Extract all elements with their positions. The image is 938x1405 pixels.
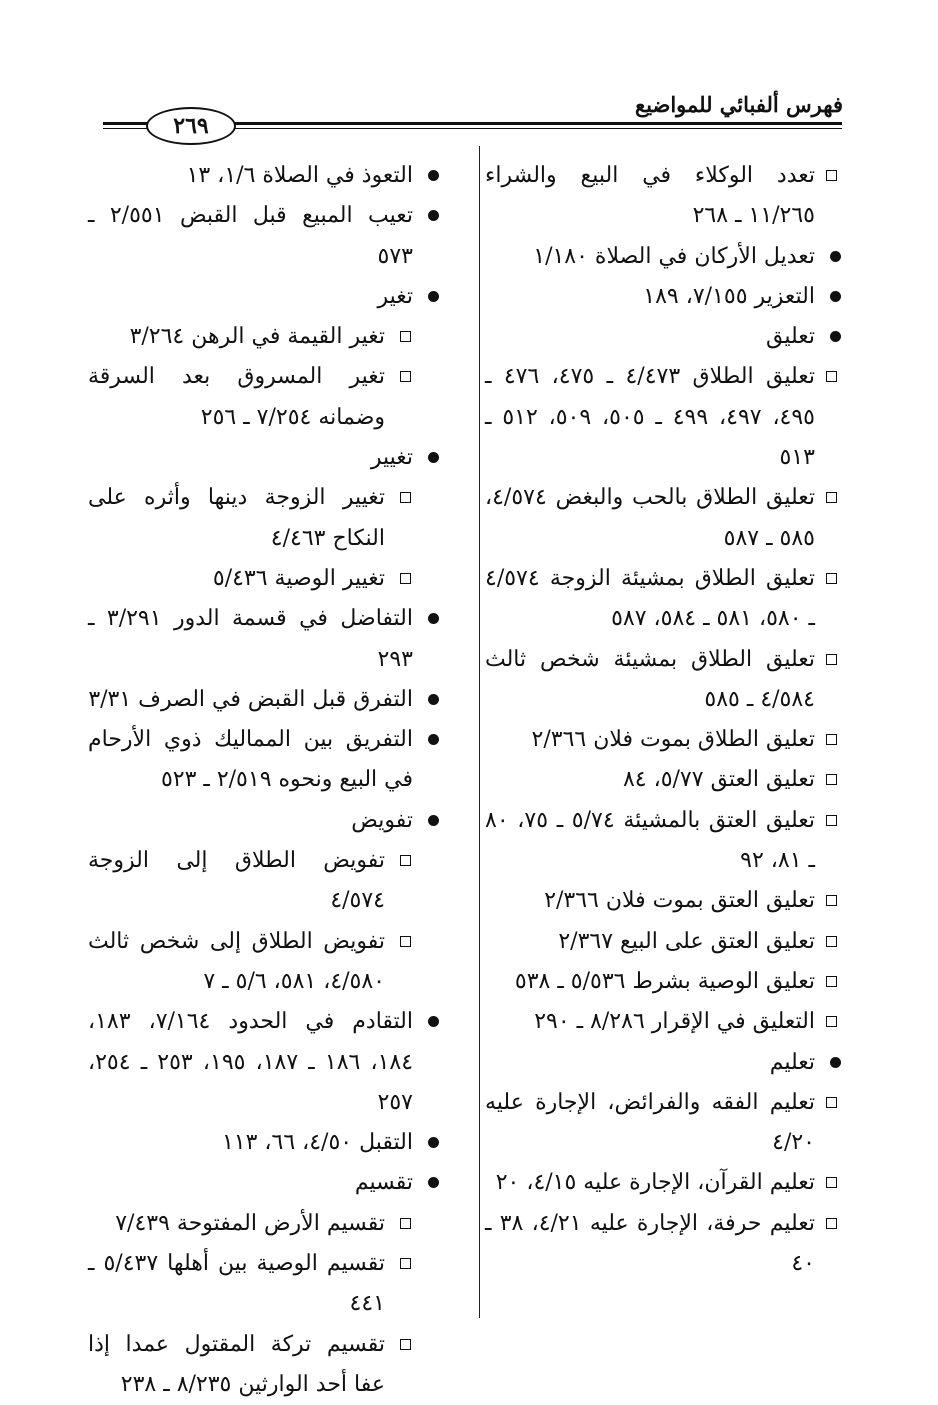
entry-text: تعليم الفقه والفرائض، الإجارة عليه ٤/٢٠: [485, 1089, 815, 1156]
entry-text: تغيير: [370, 445, 413, 471]
index-subentry: [485, 922, 845, 962]
entry-text: التعوذ في الصلاة ١/٦، ١٣: [186, 163, 413, 188]
entry-text: تفويض الطلاق إلى الزوجة ٤/٥٧٤: [88, 848, 385, 914]
bullet-icon: [428, 1177, 439, 1188]
entry-text: تعليق: [765, 324, 815, 350]
square-bullet-icon: [400, 331, 411, 342]
index-subentry: [88, 357, 443, 438]
entry-text: تفويض: [351, 807, 413, 833]
entry-text: تعليق العتق ٥/٧٧، ٨٤: [622, 767, 815, 793]
index-entry: [485, 317, 845, 357]
index-subentry: [485, 801, 845, 882]
entry-text: تقسيم: [354, 1170, 413, 1196]
bullet-icon: [428, 694, 439, 705]
index-column-left: [88, 156, 443, 1405]
index-subentry: [88, 1204, 443, 1244]
entry-text: تغير: [377, 283, 413, 309]
index-entry: [88, 1123, 443, 1163]
bullet-icon: [428, 1137, 439, 1148]
entry-text: تعيب المبيع قبل القبض ٢/٥٥١ ـ ٥٧٣: [88, 203, 413, 269]
entry-text: التفاضل في قسمة الدور ٣/٢٩١ ـ ٢٩٣: [88, 606, 413, 672]
entry-text: تغير القيمة في الرهن ٣/٢٦٤: [129, 324, 385, 350]
square-bullet-icon: [826, 815, 837, 826]
square-bullet-icon: [826, 895, 837, 906]
entry-text: تعديل الأركان في الصلاة ١/١٨٠: [533, 243, 815, 269]
entry-text: تقسيم الأرض المفتوحة ٧/٤٣٩: [115, 1210, 385, 1236]
index-subentry: [88, 1325, 443, 1405]
index-subentry: [485, 478, 845, 559]
entry-text: تعليق العتق بموت فلان ٢/٣٦٦: [544, 888, 815, 914]
square-bullet-icon: [400, 1218, 411, 1229]
entry-text: تفويض الطلاق إلى شخص ثالث ٤/٥٨٠، ٥٨١، ٥/٦ ـ ٧: [88, 928, 385, 994]
index-entry: [88, 156, 443, 196]
square-bullet-icon: [826, 573, 837, 584]
bullet-icon: [428, 170, 439, 181]
entry-text: تقسيم الوصية بين أهلها ٥/٤٣٧ ـ ٤٤١: [88, 1251, 385, 1317]
index-entry: [485, 237, 845, 277]
square-bullet-icon: [826, 371, 837, 382]
index-subentry: [485, 881, 845, 921]
bullet-icon: [428, 613, 439, 624]
square-bullet-icon: [826, 936, 837, 947]
square-bullet-icon: [826, 774, 837, 785]
column-divider: [479, 146, 480, 1318]
index-subentry: [88, 922, 443, 1003]
index-entry: [88, 720, 443, 801]
index-entry: [88, 1163, 443, 1203]
index-subentry: [88, 1244, 443, 1325]
entry-text: تعليق العتق بالمشيئة ٥/٧٤ ـ ٧٥، ٨٠ ـ ٨١، ٩٢: [485, 807, 815, 874]
index-entry: [485, 277, 845, 317]
square-bullet-icon: [400, 1258, 411, 1269]
square-bullet-icon: [826, 654, 837, 665]
page-number: ٢٦٩: [173, 113, 209, 139]
index-subentry: [485, 156, 845, 237]
bullet-icon: [428, 734, 439, 745]
entry-text: التقبل ٤/٥٠، ٦٦، ١١٣: [221, 1130, 413, 1156]
index-subentry: [88, 841, 443, 922]
bullet-icon: [428, 452, 439, 463]
entry-text: تعليق الطلاق بالحب والبغض ٤/٥٧٤، ٥٨٥ ـ ٥٨٧: [485, 485, 815, 551]
square-bullet-icon: [400, 1339, 411, 1350]
index-subentry: [88, 478, 443, 559]
entry-text: تعليق الطلاق بمشيئة الزوجة ٤/٥٧٤ ـ ٥٨٠، ٥٨١ ـ ٥٨٤، ٥٨٧: [485, 565, 815, 632]
square-bullet-icon: [826, 976, 837, 987]
index-subentry: [485, 1163, 845, 1203]
entry-text: تغير المسروق بعد السرقة وضمانه ٧/٢٥٤ ـ ٢٥٦: [88, 364, 385, 430]
square-bullet-icon: [400, 936, 411, 947]
running-header-title: فهرس ألفبائي للمواضيع: [634, 92, 843, 117]
index-subentry: [485, 1083, 845, 1164]
entry-text: التفريق بين المماليك ذوي الأرحام في البيع ونحوه ٢/٥١٩ ـ ٥٢٣: [88, 727, 413, 793]
bullet-icon: [830, 251, 841, 262]
index-subentry: [485, 1204, 845, 1285]
index-subentry: [485, 640, 845, 721]
entry-text: تعليم القرآن، الإجارة عليه ٤/١٥، ٢٠: [495, 1170, 815, 1196]
entry-text: تعليق الطلاق ٤/٤٧٣ ـ ٤٧٥، ٤٧٦ ـ ٤٩٥، ٤٩٧، ٤٩٩ ـ ٥٠٥، ٥٠٩، ٥١٢ ـ ٥١٣: [485, 364, 815, 471]
entry-text: تقسيم تركة المقتول عمدا إذا عفا أحد الوارثين ٨/٢٣٥ ـ ٢٣٨: [88, 1331, 385, 1397]
square-bullet-icon: [826, 1218, 837, 1229]
bullet-icon: [830, 1057, 841, 1068]
index-entry: [88, 599, 443, 680]
square-bullet-icon: [400, 492, 411, 503]
bullet-icon: [428, 1016, 439, 1027]
square-bullet-icon: [400, 573, 411, 584]
index-column-right: [485, 156, 845, 1284]
square-bullet-icon: [826, 1097, 837, 1108]
bullet-icon: [428, 815, 439, 826]
index-entry: [485, 1043, 845, 1083]
index-subentry: [485, 1002, 845, 1042]
index-subentry: [485, 760, 845, 800]
index-entry: [88, 438, 443, 478]
entry-text: تعليق العتق على البيع ٢/٣٦٧: [558, 928, 815, 954]
entry-text: تعليم حرفة، الإجارة عليه ٤/٢١، ٣٨ ـ ٤٠: [485, 1210, 815, 1277]
square-bullet-icon: [826, 734, 837, 745]
index-subentry: [485, 962, 845, 1002]
square-bullet-icon: [826, 170, 837, 181]
entry-text: التعزير ٧/١٥٥، ١٨٩: [643, 283, 815, 309]
index-subentry: [485, 720, 845, 760]
entry-text: تعليق الوصية بشرط ٥/٥٣٦ ـ ٥٣٨: [514, 968, 815, 994]
index-subentry: [485, 357, 845, 478]
square-bullet-icon: [400, 371, 411, 382]
bullet-icon: [428, 210, 439, 221]
bullet-icon: [428, 291, 439, 302]
index-entry: [88, 680, 443, 720]
entry-text: تعليق الطلاق بمشيئة شخص ثالث ٤/٥٨٤ ـ ٥٨٥: [485, 646, 815, 712]
index-entry: [88, 196, 443, 277]
entry-text: تغيير الوصية ٥/٤٣٦: [212, 565, 385, 591]
entry-text: تغيير الزوجة دينها وأثره على النكاح ٤/٤٦٣: [88, 485, 385, 551]
index-subentry: [88, 317, 443, 357]
entry-text: التقادم في الحدود ٧/١٦٤، ١٨٣، ١٨٤، ١٨٦ ـ ١٨٧، ١٩٥، ٢٥٣ ـ ٢٥٤، ٢٥٧: [88, 1009, 414, 1115]
entry-text: تعليم: [769, 1049, 815, 1075]
page-number-oval: [146, 107, 236, 145]
square-bullet-icon: [826, 1177, 837, 1188]
entry-text: التفرق قبل القبض في الصرف ٣/٣١: [88, 686, 413, 712]
square-bullet-icon: [400, 855, 411, 866]
index-entry: [88, 1002, 443, 1123]
entry-text: تعدد الوكلاء في البيع والشراء ١١/٢٦٥ ـ ٢٦٨: [485, 163, 815, 229]
index-entry: [88, 801, 443, 841]
index-subentry: [485, 559, 845, 640]
square-bullet-icon: [826, 492, 837, 503]
entry-text: التعليق في الإقرار ٨/٢٨٦ ـ ٢٩٠: [534, 1009, 815, 1035]
bullet-icon: [830, 291, 841, 302]
square-bullet-icon: [826, 1016, 837, 1027]
bullet-icon: [830, 331, 841, 342]
entry-text: تعليق الطلاق بموت فلان ٢/٣٦٦: [531, 727, 815, 753]
index-subentry: [88, 559, 443, 599]
index-entry: [88, 277, 443, 317]
